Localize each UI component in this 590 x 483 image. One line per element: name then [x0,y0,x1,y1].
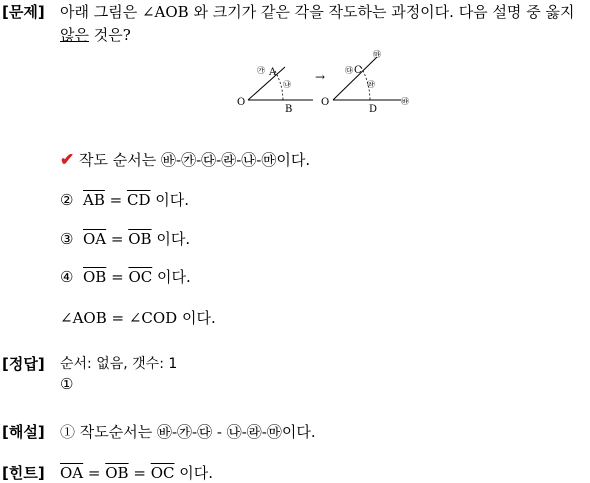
option-2-tail: 이다. [150,191,190,209]
answer-tag: [정답] [2,355,45,373]
label-o-right: O [321,97,330,108]
equals-sign: = [128,464,151,482]
option-4[interactable] [60,266,191,287]
question-line-1: 아래 그림은 ∠AOB 와 크기가 같은 각을 작도하는 과정이다. 다음 설명 중 옳지 [60,3,575,21]
mark-ba: ㉳ [401,97,409,106]
question-tag: [문제] [2,3,45,21]
explanation-tag: [해설] [2,423,45,441]
option-2[interactable] [60,189,189,210]
ray-oc [333,57,377,100]
equals-sign: = [106,230,129,248]
emphasis-not: 않은 [60,26,89,44]
segment-oc: $\overline{OC}$ [150,464,175,482]
mark-ga: ㉮ [257,66,265,75]
segment-ob: $\overline{OB}$ [83,268,107,286]
label-o-left: O [237,97,246,108]
question-line-2 [60,24,131,45]
hint-tag: [힌트] [2,464,45,482]
option-3-tail: 이다. [151,230,191,248]
mark-ra: ㉱ [367,80,375,89]
answer-line-1: 순서: 없음, 갯수: 1 [60,356,178,372]
hint-text [60,462,213,483]
segment-ob: $\overline{OB}$ [128,230,152,248]
option-3-num: ③ [60,230,74,248]
option-1[interactable] [60,149,310,170]
mark-da: ㉰ [345,66,353,75]
segment-ob: $\overline{OB}$ [105,464,129,482]
label-c: C [354,65,362,76]
figure-left [237,65,313,115]
mark-na: ㉯ [283,80,291,89]
answer-line-2: ① [60,375,74,393]
segment-ab: $\overline{AB}$ [83,191,105,209]
construction-figure [233,45,418,117]
option-1-text: 작도 순서는 ㉳-㉮-㉰-㉱-㉯-㉲이다. [79,151,311,169]
check-icon: ✔ [60,150,75,170]
label-b: B [285,104,293,115]
hint-tail: 이다. [174,464,213,482]
equals-sign: = [83,464,106,482]
question-line-2-rest: 것은? [88,26,131,44]
option-2-num: ② [60,191,74,209]
option-3[interactable] [60,228,190,249]
explanation-text: ① 작도순서는 ㉳-㉮-㉰ - ㉯-㉱-㉲이다. [60,423,316,441]
option-4-tail: 이다. [152,268,191,286]
option-5-text: ∠AOB = ∠COD 이다. [60,309,216,327]
equals-sign: = [106,268,129,286]
segment-oa: $\overline{OA}$ [83,230,107,248]
label-a: A [269,67,277,78]
figure-right [321,49,409,115]
ray-oa [248,67,285,100]
equals-sign: = [104,191,127,209]
arrow-icon: → [315,70,326,84]
option-4-num: ④ [60,268,74,286]
mark-ma: ㉲ [373,50,381,59]
label-d: D [369,104,378,115]
segment-oa: $\overline{OA}$ [60,464,84,482]
segment-oc: $\overline{OC}$ [128,268,153,286]
segment-cd: $\overline{CD}$ [126,191,151,209]
option-5[interactable] [60,307,216,328]
